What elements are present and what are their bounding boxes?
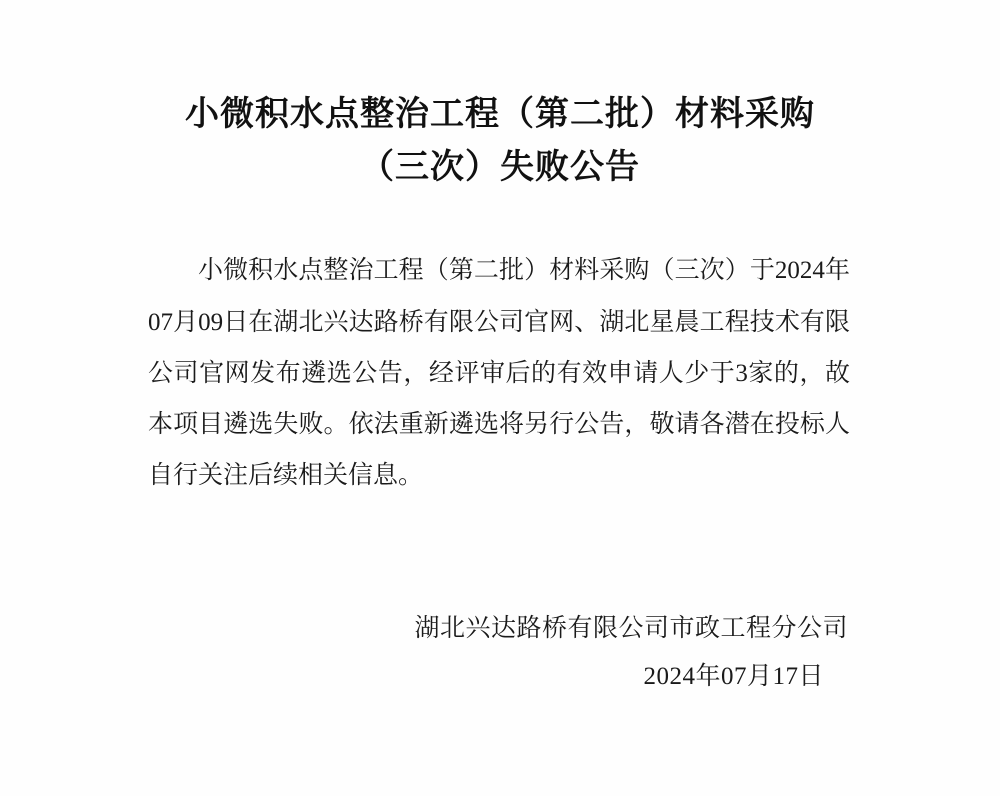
signature-date: 2024年07月17日 [643, 662, 824, 690]
signature-organization: 湖北兴达路桥有限公司市政工程分公司 [414, 615, 848, 642]
body-paragraph: 小微积水点整治工程（第二批）材料采购（三次）于2024年07月09日在湖北兴达路桥有限公司官网、湖北星晨工程技术有限公司官网发布遴选公告，经评审后的有效申请人少于3家的，故本项目遴选失败。依法重新遴选将另行公告，敬请各潜在投标人自行关注后续相关信息。 [148, 257, 850, 490]
page-title-line-1: 小微积水点整治工程（第二批）材料采购 [185, 95, 815, 133]
document-body [0, 245, 1000, 501]
page-title-line-2: （三次）失败公告 [360, 147, 640, 186]
signature-block [0, 605, 1000, 700]
page-title [0, 0, 1000, 193]
